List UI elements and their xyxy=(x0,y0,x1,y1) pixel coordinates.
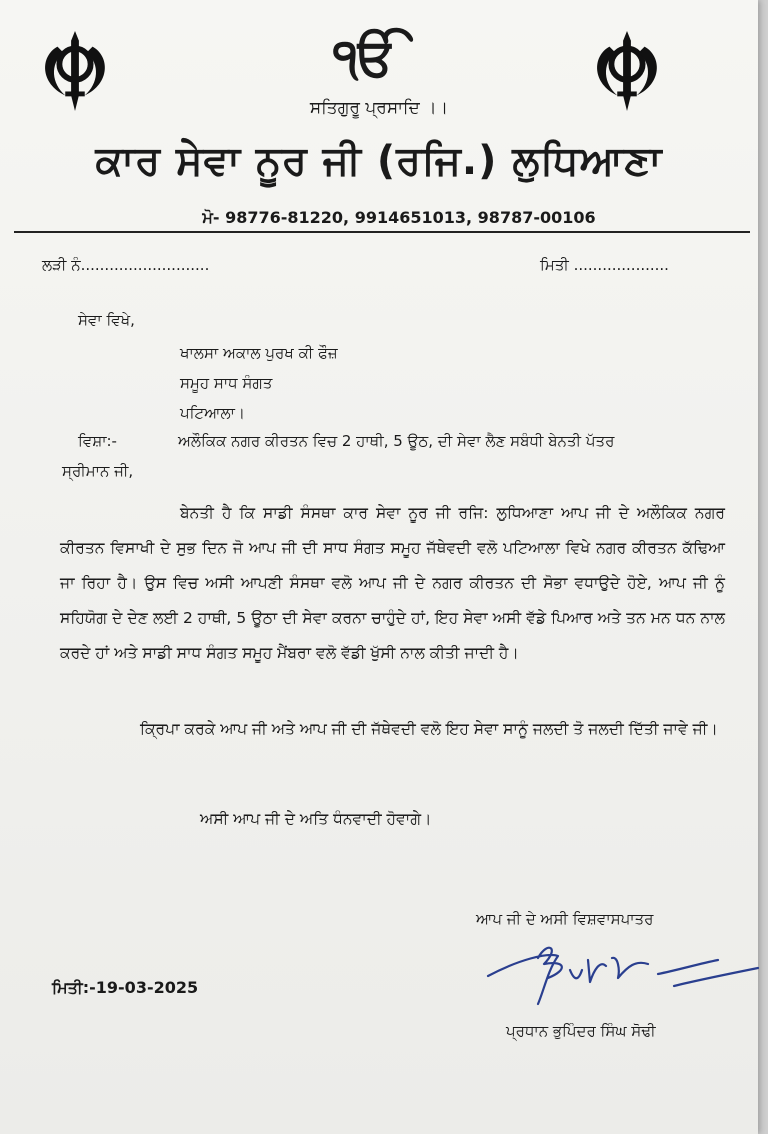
address-line-1: ਖਾਲਸਾ ਅਕਾਲ ਪੁਰਖ ਕੀ ਫੌਜ਼ xyxy=(180,344,338,362)
date-blank: ਮਿਤੀ .................... xyxy=(540,256,669,274)
address-line-3: ਪਟਿਆਲਾ। xyxy=(180,404,245,422)
reference-number: ਲੜੀ ਨੰ........................... xyxy=(42,256,210,274)
subject-text: ਅਲੌਕਿਕ ਨਗਰ ਕੀਰਤਨ ਵਿਚ 2 ਹਾਥੀ, 5 ਊਠ, ਦੀ ਸੇਵਾ ਲੈਣ ਸਬੰਧੀ ਬੇਨਤੀ ਪੱਤਰ xyxy=(178,432,615,450)
subject-label: ਵਿਸ਼ਾ:- xyxy=(78,432,117,450)
ik-onkar-icon: ੴ xyxy=(333,28,397,88)
organization-name: ਕਾਰ ਸੇਵਾ ਨੂਰ ਜੀ (ਰਜਿ.) ਲੁਧਿਆਣਾ xyxy=(95,138,663,184)
body-paragraph-3: ਅਸੀ ਆਪ ਜੀ ਦੇ ਅਤਿ ਧੰਨਵਾਦੀ ਹੋਵਾਗੇ। xyxy=(200,810,432,828)
sign-off: ਆਪ ਜੀ ਦੇ ਅਸੀ ਵਿਸ਼ਵਾਸਪਾਤਰ xyxy=(476,910,654,928)
body-paragraph-1: ਬੇਨਤੀ ਹੈ ਕਿ ਸਾਡੀ ਸੰਸਥਾ ਕਾਰ ਸੇਵਾ ਨੂਰ ਜੀ ਰਜਿ: ਲੁਧਿਆਣਾ ਆਪ ਜੀ ਦੇ ਅਲੌਕਿਕ ਨਗਰ ਕੀਰਤਨ ਵਿਸਾਖੀ ਦੇ ਸੁਭ ਦਿਨ ਜੋ ਆਪ ਜੀ ਦੀ ਸਾਧ ਸੰਗਤ ਸਮੂਹ ਜੱਥੇਵਦੀ ਵਲੋ ਪਟਿਆਲਾ ਵਿਖੇ ਨਗਰ ਕੀਰਤਨ ਕੱਢਿਆ ਜਾ ਰਿਹਾ ਹੈ। ਉਸ ਵਿਚ ਅਸੀ ਆਪਣੀ ਸੰਸਥਾ ਵਲੋ ਆਪ ਜੀ ਦੇ ਨਗਰ ਕੀਰਤਨ ਦੀ ਸੋਭਾ ਵਧਾਉਦੇ ਹੋਏ, ਆਪ ਜੀ ਨੂੰ ਸਹਿਯੋਗ ਦੇ ਦੇਣ ਲਈ 2 ਹਾਥੀ, 5 ਊਠਾ ਦੀ ਸੇਵਾ ਕਰਨਾ ਚਾਹੁੰਦੇ ਹਾਂ, ਇਹ ਸੇਵਾ ਅਸੀ ਵੱਡੇ ਪਿਆਰ ਅਤੇ ਤਨ ਮਨ ਧਨ ਨਾਲ ਕਰਦੇ ਹਾਂ ਅਤੇ ਸਾਡੀ ਸਾਧ ਸੰਗਤ ਸਮੂਹ ਮੈਂਬਰਾ ਵਲੋ ਵੱਡੀ ਖੁੱਸੀ ਨਾਲ ਕੀਤੀ ਜਾਦੀ ਹੈ। xyxy=(60,504,725,662)
greeting: ਸ੍ਰੀਮਾਨ ਜੀ, xyxy=(62,462,134,480)
body-paragraph-2: ਕ੍ਰਿਪਾ ਕਰਕੇ ਆਪ ਜੀ ਅਤੇ ਆਪ ਜੀ ਦੀ ਜੱਥੇਵਦੀ ਵਲੋ ਇਹ ਸੇਵਾ ਸਾਨੂੰ ਜਲਦੀ ਤੋ ਜਲਦੀ ਦਿੱਤੀ ਜਾਵੇ ਜੀ। xyxy=(140,720,718,738)
address-line-2: ਸਮੂਹ ਸਾਧ ਸੰਗਤ xyxy=(180,374,273,392)
letter-date: ਮਿਤੀ:-19-03-2025 xyxy=(52,978,199,997)
motto: ਸਤਿਗੁਰੂ ਪ੍ਰਸਾਦਿ ।। xyxy=(309,98,449,118)
phone-numbers: ਮੋ- 98776-81220, 9914651013, 98787-00106 xyxy=(202,208,596,227)
signature xyxy=(478,930,768,1010)
header-divider xyxy=(14,231,750,233)
salutation-to: ਸੇਵਾ ਵਿਖੇ, xyxy=(78,311,135,329)
signatory-name: ਪ੍ਰਧਾਨ ਭੁਪਿੰਦਰ ਸਿੰਘ ਸੋਢੀ xyxy=(506,1022,656,1040)
